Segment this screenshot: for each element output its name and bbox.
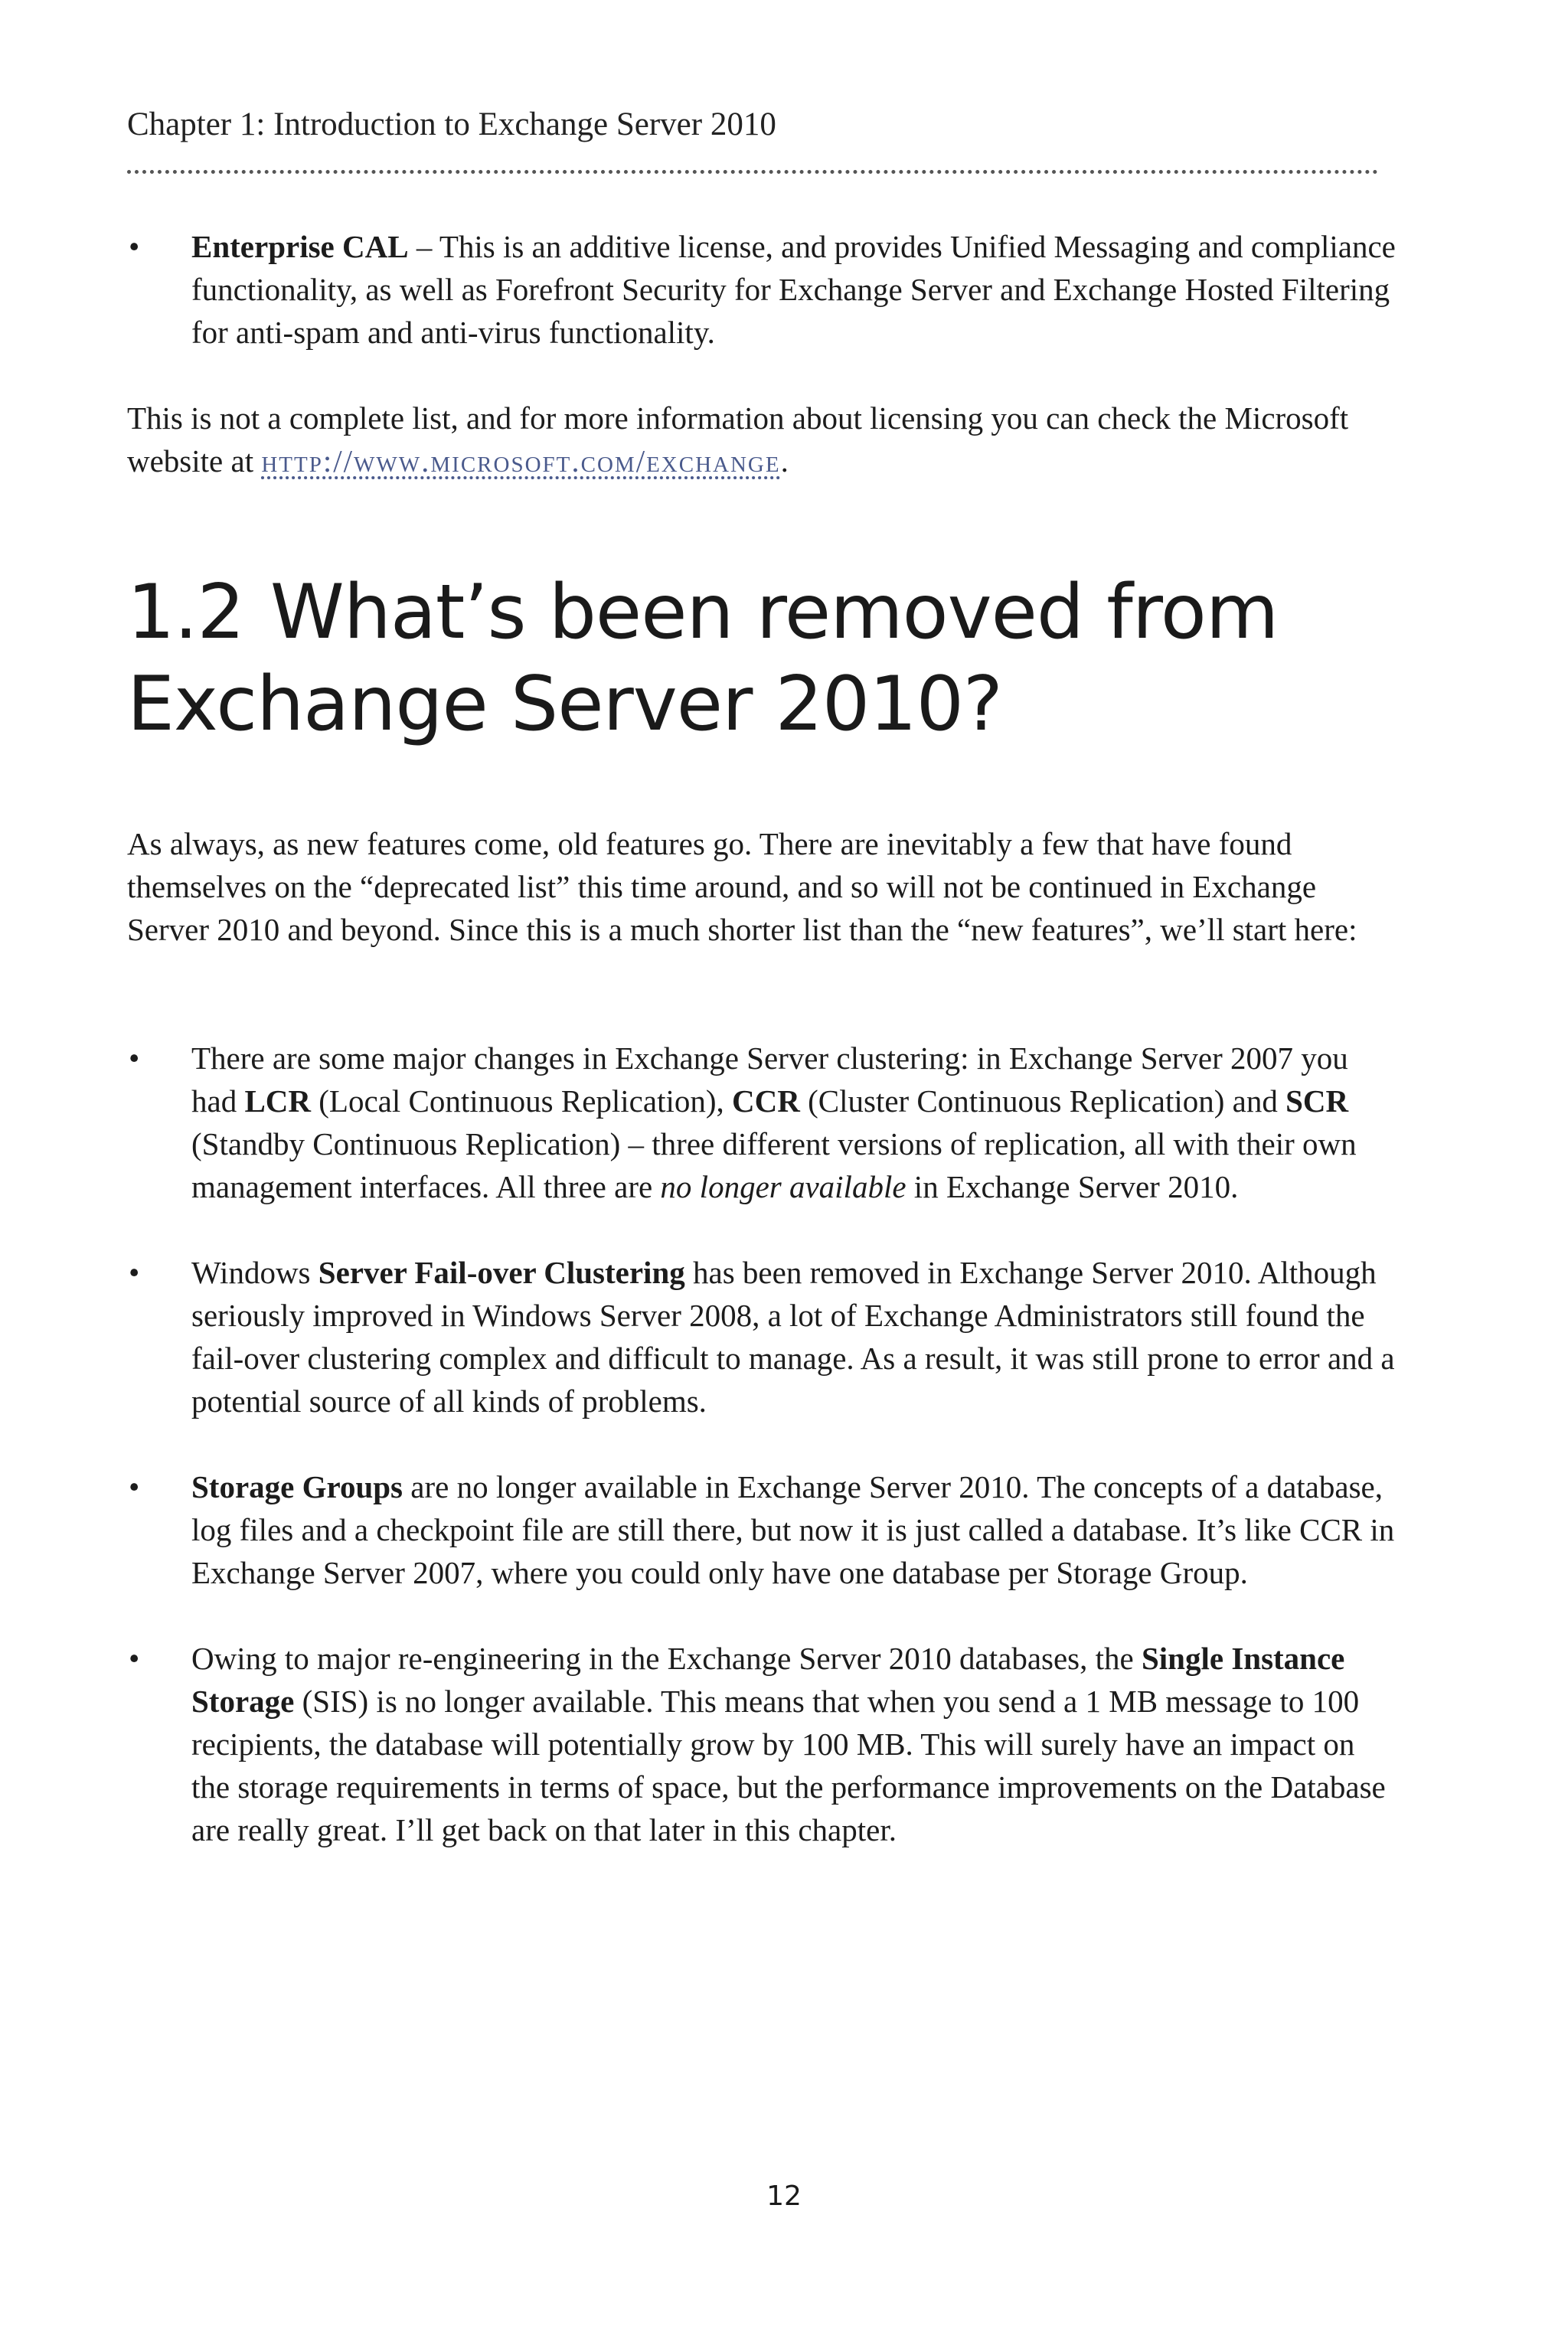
list-item-failover-clustering xyxy=(127,1251,1398,1423)
license-bullet-list xyxy=(127,225,1398,354)
section-intro-paragraph: As always, as new features come, old features go. There are inevitably a few that have found themselves on the “deprecated list” this time around, and so will not be continued in Exchange Server 2010 and beyond. Since this is a much shorter list than the “new features”, we’ll start here: xyxy=(127,826,1357,947)
bullet-text: has been removed in Exchange Server 2010. Although seriously improved in Windows Server 2008, a lot of Exchange Administrators still found the fail-over clustering complex and difficult to manage. As a result, it was still prone to error and a potential source of all kinds of problems. xyxy=(191,1255,1395,1419)
bullet-text: – This is an additive license, and provides Unified Messaging and compliance functionality, as well as Forefront Security for Exchange Server and Exchange Hosted Filtering for anti-spam and anti-virus functionality. xyxy=(191,229,1396,350)
term-storage-groups: Storage Groups xyxy=(191,1469,403,1504)
running-header: Chapter 1: Introduction to Exchange Server 2010 xyxy=(127,106,776,142)
bullet-icon: • xyxy=(129,1040,140,1076)
microsoft-exchange-link[interactable]: http://www.microsoft.com/exchange xyxy=(261,443,781,479)
section-number: 1.2 xyxy=(127,569,244,656)
bullet-text: Owing to major re-engineering in the Exchange Server 2010 databases, the xyxy=(191,1641,1142,1676)
term-scr: SCR xyxy=(1285,1083,1349,1119)
page-number: 12 xyxy=(766,2180,802,2212)
bullet-text: There are some major changes in Exchange Server clustering: in Exchange Server 2007 you had xyxy=(191,1040,1348,1119)
bullet-text: (Standby Continuous Replication) – three different versions of replication, all with their own management interfaces. All three are xyxy=(191,1126,1357,1204)
removed-features-list xyxy=(127,1037,1398,1851)
header-divider xyxy=(127,170,1378,174)
bullet-text: are no longer available in Exchange Server 2010. The concepts of a database, log files and a checkpoint file are still there, but now it is just called a database. It’s like CCR in Exchange Server 2007, where you could only have one database per Storage Group. xyxy=(191,1469,1395,1590)
bullet-text: (Local Continuous Replication), xyxy=(311,1083,733,1119)
bullet-icon: • xyxy=(129,229,140,264)
list-item-storage-groups xyxy=(127,1465,1398,1594)
section-heading xyxy=(127,567,1429,750)
term-failover: Server Fail-over Clustering xyxy=(318,1255,685,1290)
list-item-single-instance-storage xyxy=(127,1637,1398,1851)
section-title-line1: What’s been removed from xyxy=(270,569,1279,656)
paragraph-end: . xyxy=(780,443,789,479)
list-item-clustering xyxy=(127,1037,1398,1208)
licensing-paragraph xyxy=(127,397,1398,482)
term-sis: Single Instance Storage xyxy=(191,1641,1345,1719)
bullet-icon: • xyxy=(129,1469,140,1504)
section-title-line2: Exchange Server 2010? xyxy=(127,661,1002,748)
bullet-text: (SIS) is no longer available. This means that when you send a 1 MB message to 100 recipients, the database will potentially grow by 100 MB. This will surely have an impact on the storage requirements in terms of space, but the performance improvements on the Database are really great. I’ll get back on that later in this chapter. xyxy=(191,1684,1386,1847)
bullet-term: Enterprise CAL xyxy=(191,229,409,264)
bullet-icon: • xyxy=(129,1255,140,1290)
bullet-text: in Exchange Server 2010. xyxy=(906,1169,1239,1204)
term-ccr: CCR xyxy=(732,1083,800,1119)
list-item-enterprise-cal xyxy=(127,225,1398,354)
bullet-icon: • xyxy=(129,1641,140,1676)
bullet-text: Windows xyxy=(191,1255,318,1290)
bullet-text: (Cluster Continuous Replication) and xyxy=(799,1083,1286,1119)
term-lcr: LCR xyxy=(244,1083,312,1119)
paragraph-text: This is not a complete list, and for more information about licensing you can check the Microsoft website at xyxy=(127,400,1349,479)
emphasis-text: no longer available xyxy=(660,1169,906,1204)
